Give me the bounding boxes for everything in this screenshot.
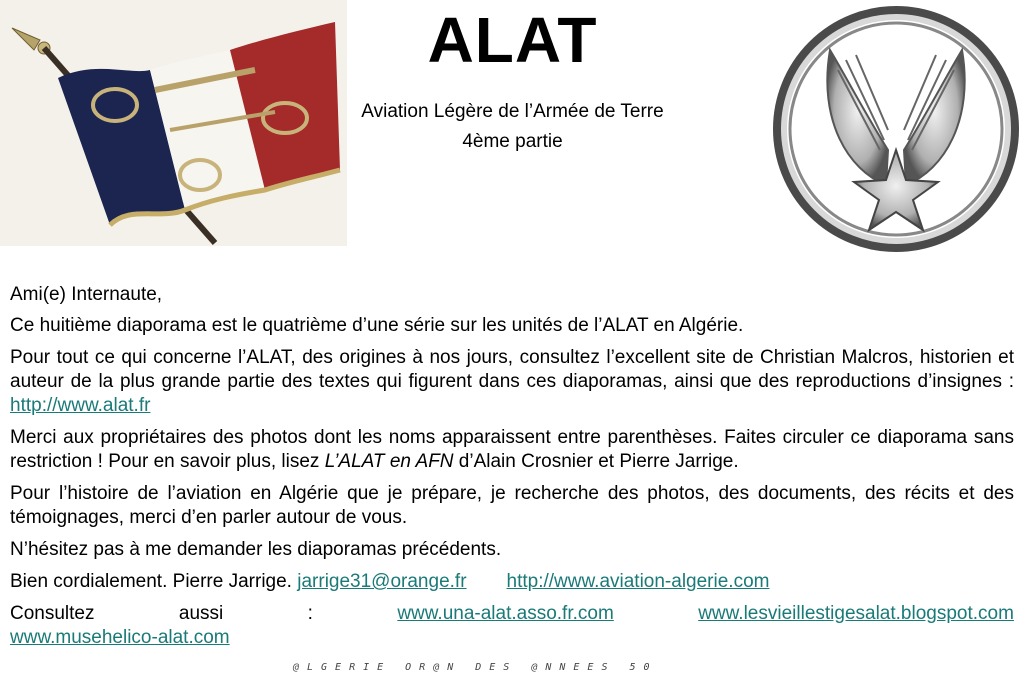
paragraph-thanks	[10, 426, 1014, 474]
intro-paragraph: Ce huitième diaporama est le quatrième d’une série sur les unités de l’ALAT en Algérie.	[10, 315, 744, 336]
part-label: 4ème partie	[462, 131, 563, 152]
consult-aussi: aussi	[178, 603, 224, 624]
greeting: Ami(e) Internaute,	[10, 284, 163, 305]
paragraph-thanks-text-a: Merci aux propriétaires des photos dont les noms apparaissent entre parenthèses. Faites circuler ce diaporama sans restriction ! Pour en savoir plus, lisez	[10, 427, 1014, 472]
email-link[interactable]: jarrige31@orange.fr	[297, 571, 467, 592]
paragraph-alat-site	[10, 346, 1014, 418]
paragraph-thanks-text-b: d’Alain Crosnier et Pierre Jarrige.	[453, 451, 739, 472]
paragraph-history: Pour l’histoire de l’aviation en Algérie que je prépare, je recherche des photos, des documents, des récits et des témoignages, merci d’en parler autour de vous.	[10, 483, 1014, 528]
signature-row	[10, 570, 1014, 594]
musehelico-link[interactable]: www.musehelico-alat.com	[10, 627, 230, 648]
alat-site-link[interactable]: http://www.alat.fr	[10, 395, 151, 416]
consult-colon: :	[307, 603, 313, 624]
consult-row	[10, 602, 1014, 626]
footer-watermark: @LGERIE OR@N DES @NNEES 50	[293, 662, 658, 673]
una-alat-link[interactable]: www.una-alat.asso.fr.com	[397, 603, 614, 624]
insignia-image	[768, 0, 1024, 258]
page-subtitle: Aviation Légère de l’Armée de Terre	[361, 101, 664, 122]
paragraph-alat-site-text: Pour tout ce qui concerne l’ALAT, des origines à nos jours, consultez l’excellent site de Christian Malcros, historien et auteur de la plus grande partie des textes qui figurent dans ces diaporamas, ainsi que des reproductions d’insignes :	[10, 347, 1014, 392]
flag-image	[0, 0, 347, 246]
book-title: L’ALAT en AFN	[324, 451, 454, 472]
page-title: ALAT	[427, 4, 598, 76]
signoff-text: Bien cordialement. Pierre Jarrige.	[10, 571, 298, 592]
paragraph-previous: N’hésitez pas à me demander les diaporamas précédents.	[10, 539, 502, 560]
consult-word: Consultez	[10, 603, 95, 624]
aviation-algerie-link[interactable]: http://www.aviation-algerie.com	[506, 571, 770, 592]
musehelico-row	[10, 626, 1014, 650]
body-text	[10, 283, 1014, 650]
vieilles-tiges-link[interactable]: www.lesvieillestigesalat.blogspot.com	[698, 603, 1014, 624]
